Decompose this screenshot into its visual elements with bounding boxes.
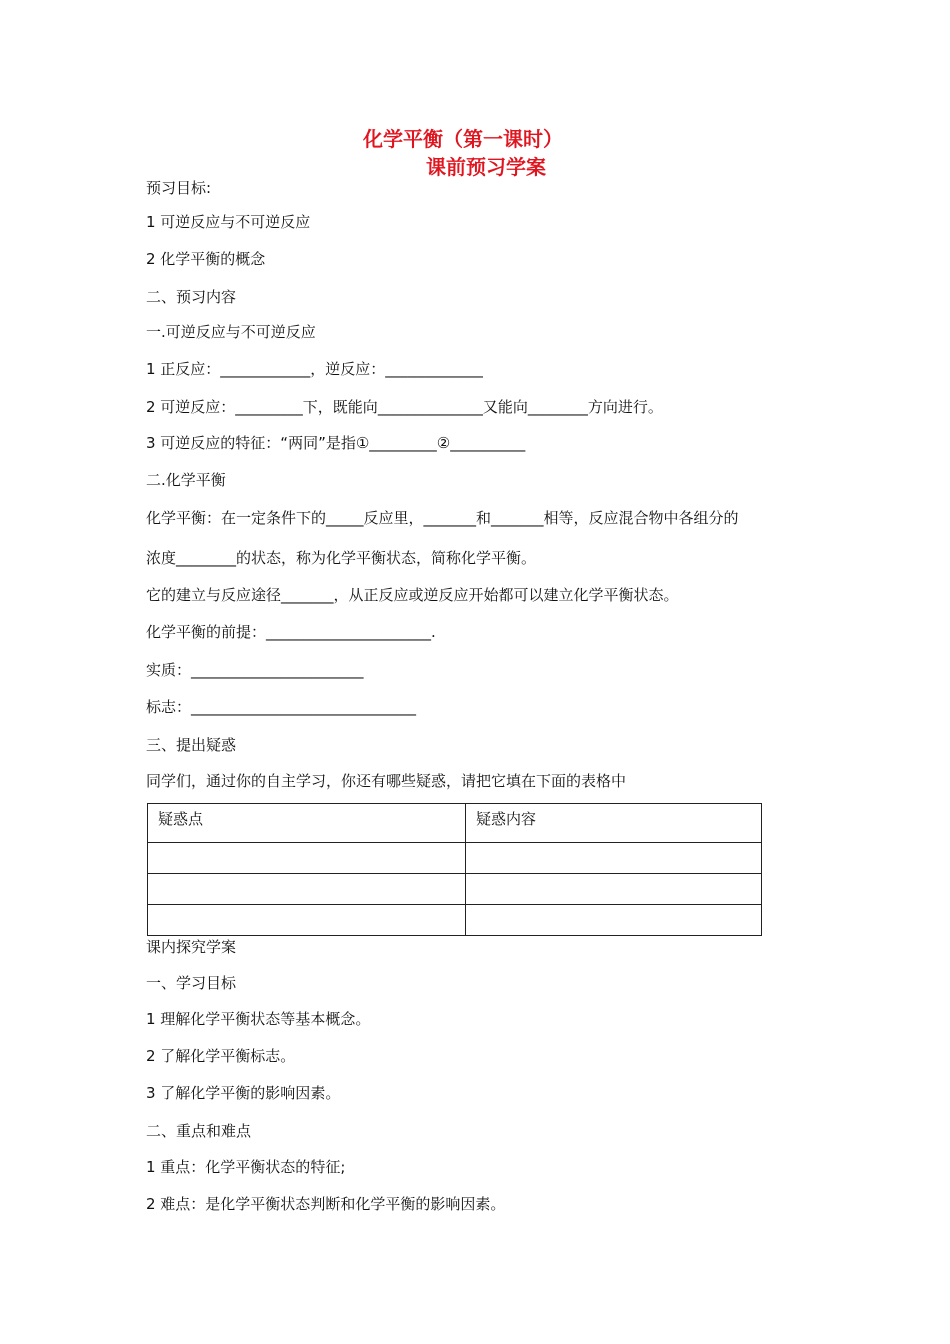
table-cell[interactable] — [148, 874, 466, 905]
fill-line-pathway: 它的建立与反应途径_______，从正反应或逆反应开始都可以建立化学平衡状态。 — [146, 586, 679, 604]
document-title: 化学平衡（第一课时） — [363, 127, 563, 151]
table-cell[interactable] — [466, 874, 762, 905]
inclass-key-point: 1 重点：化学平衡状态的特征; — [146, 1158, 346, 1176]
doubt-table — [147, 803, 762, 936]
inclass-goals-heading: 一、学习目标 — [146, 974, 237, 992]
inclass-key-heading: 二、重点和难点 — [146, 1122, 252, 1140]
preview-goal-heading: 预习目标: — [146, 179, 212, 197]
column-header-doubt-content: 疑惑内容 — [466, 804, 762, 843]
document-subtitle: 课前预习学案 — [426, 155, 546, 179]
preview-goal-2: 2 化学平衡的概念 — [146, 250, 266, 268]
preview-goal-1: 1 可逆反应与不可逆反应 — [146, 213, 311, 231]
preview-content-heading: 二、预习内容 — [146, 288, 237, 306]
fill-line-premise: 化学平衡的前提：______________________. — [146, 623, 436, 641]
fill-line-forward-reverse: 1 正反应：____________，逆反应：_____________ — [146, 360, 483, 378]
fill-line-definition-2: 浓度________的状态，称为化学平衡状态，简称化学平衡。 — [146, 549, 537, 567]
doubt-heading: 三、提出疑惑 — [146, 736, 237, 754]
inclass-difficult-point: 2 难点：是化学平衡状态判断和化学平衡的影响因素。 — [146, 1195, 506, 1213]
table-cell[interactable] — [148, 843, 466, 874]
fill-line-features: 3 可逆反应的特征：“两同”是指①_________②__________ — [146, 434, 526, 452]
inclass-heading: 课内探究学案 — [146, 938, 237, 956]
table-cell[interactable] — [148, 905, 466, 936]
section-equilibrium: 二.化学平衡 — [146, 471, 226, 489]
table-row — [148, 905, 762, 936]
fill-line-definition-1: 化学平衡：在一定条件下的_____反应里，_______和_______相等，反应混合物中各组分的 — [146, 509, 739, 527]
inclass-goal-2: 2 了解化学平衡标志。 — [146, 1047, 296, 1065]
column-header-doubt-point: 疑惑点 — [148, 804, 466, 843]
table-cell[interactable] — [466, 843, 762, 874]
table-row — [148, 874, 762, 905]
inclass-goal-1: 1 理解化学平衡状态等基本概念。 — [146, 1010, 371, 1028]
fill-line-essence: 实质：_______________________ — [146, 661, 364, 679]
inclass-goal-3: 3 了解化学平衡的影响因素。 — [146, 1084, 341, 1102]
fill-line-reversible: 2 可逆反应：_________下，既能向______________又能向________方向进行。 — [146, 398, 663, 416]
section-reversible: 一.可逆反应与不可逆反应 — [146, 323, 316, 341]
doubt-intro: 同学们，通过你的自主学习，你还有哪些疑惑，请把它填在下面的表格中 — [146, 772, 627, 790]
fill-line-sign: 标志：______________________________ — [146, 698, 417, 716]
table-row — [148, 843, 762, 874]
table-cell[interactable] — [466, 905, 762, 936]
table-header-row — [148, 804, 762, 843]
